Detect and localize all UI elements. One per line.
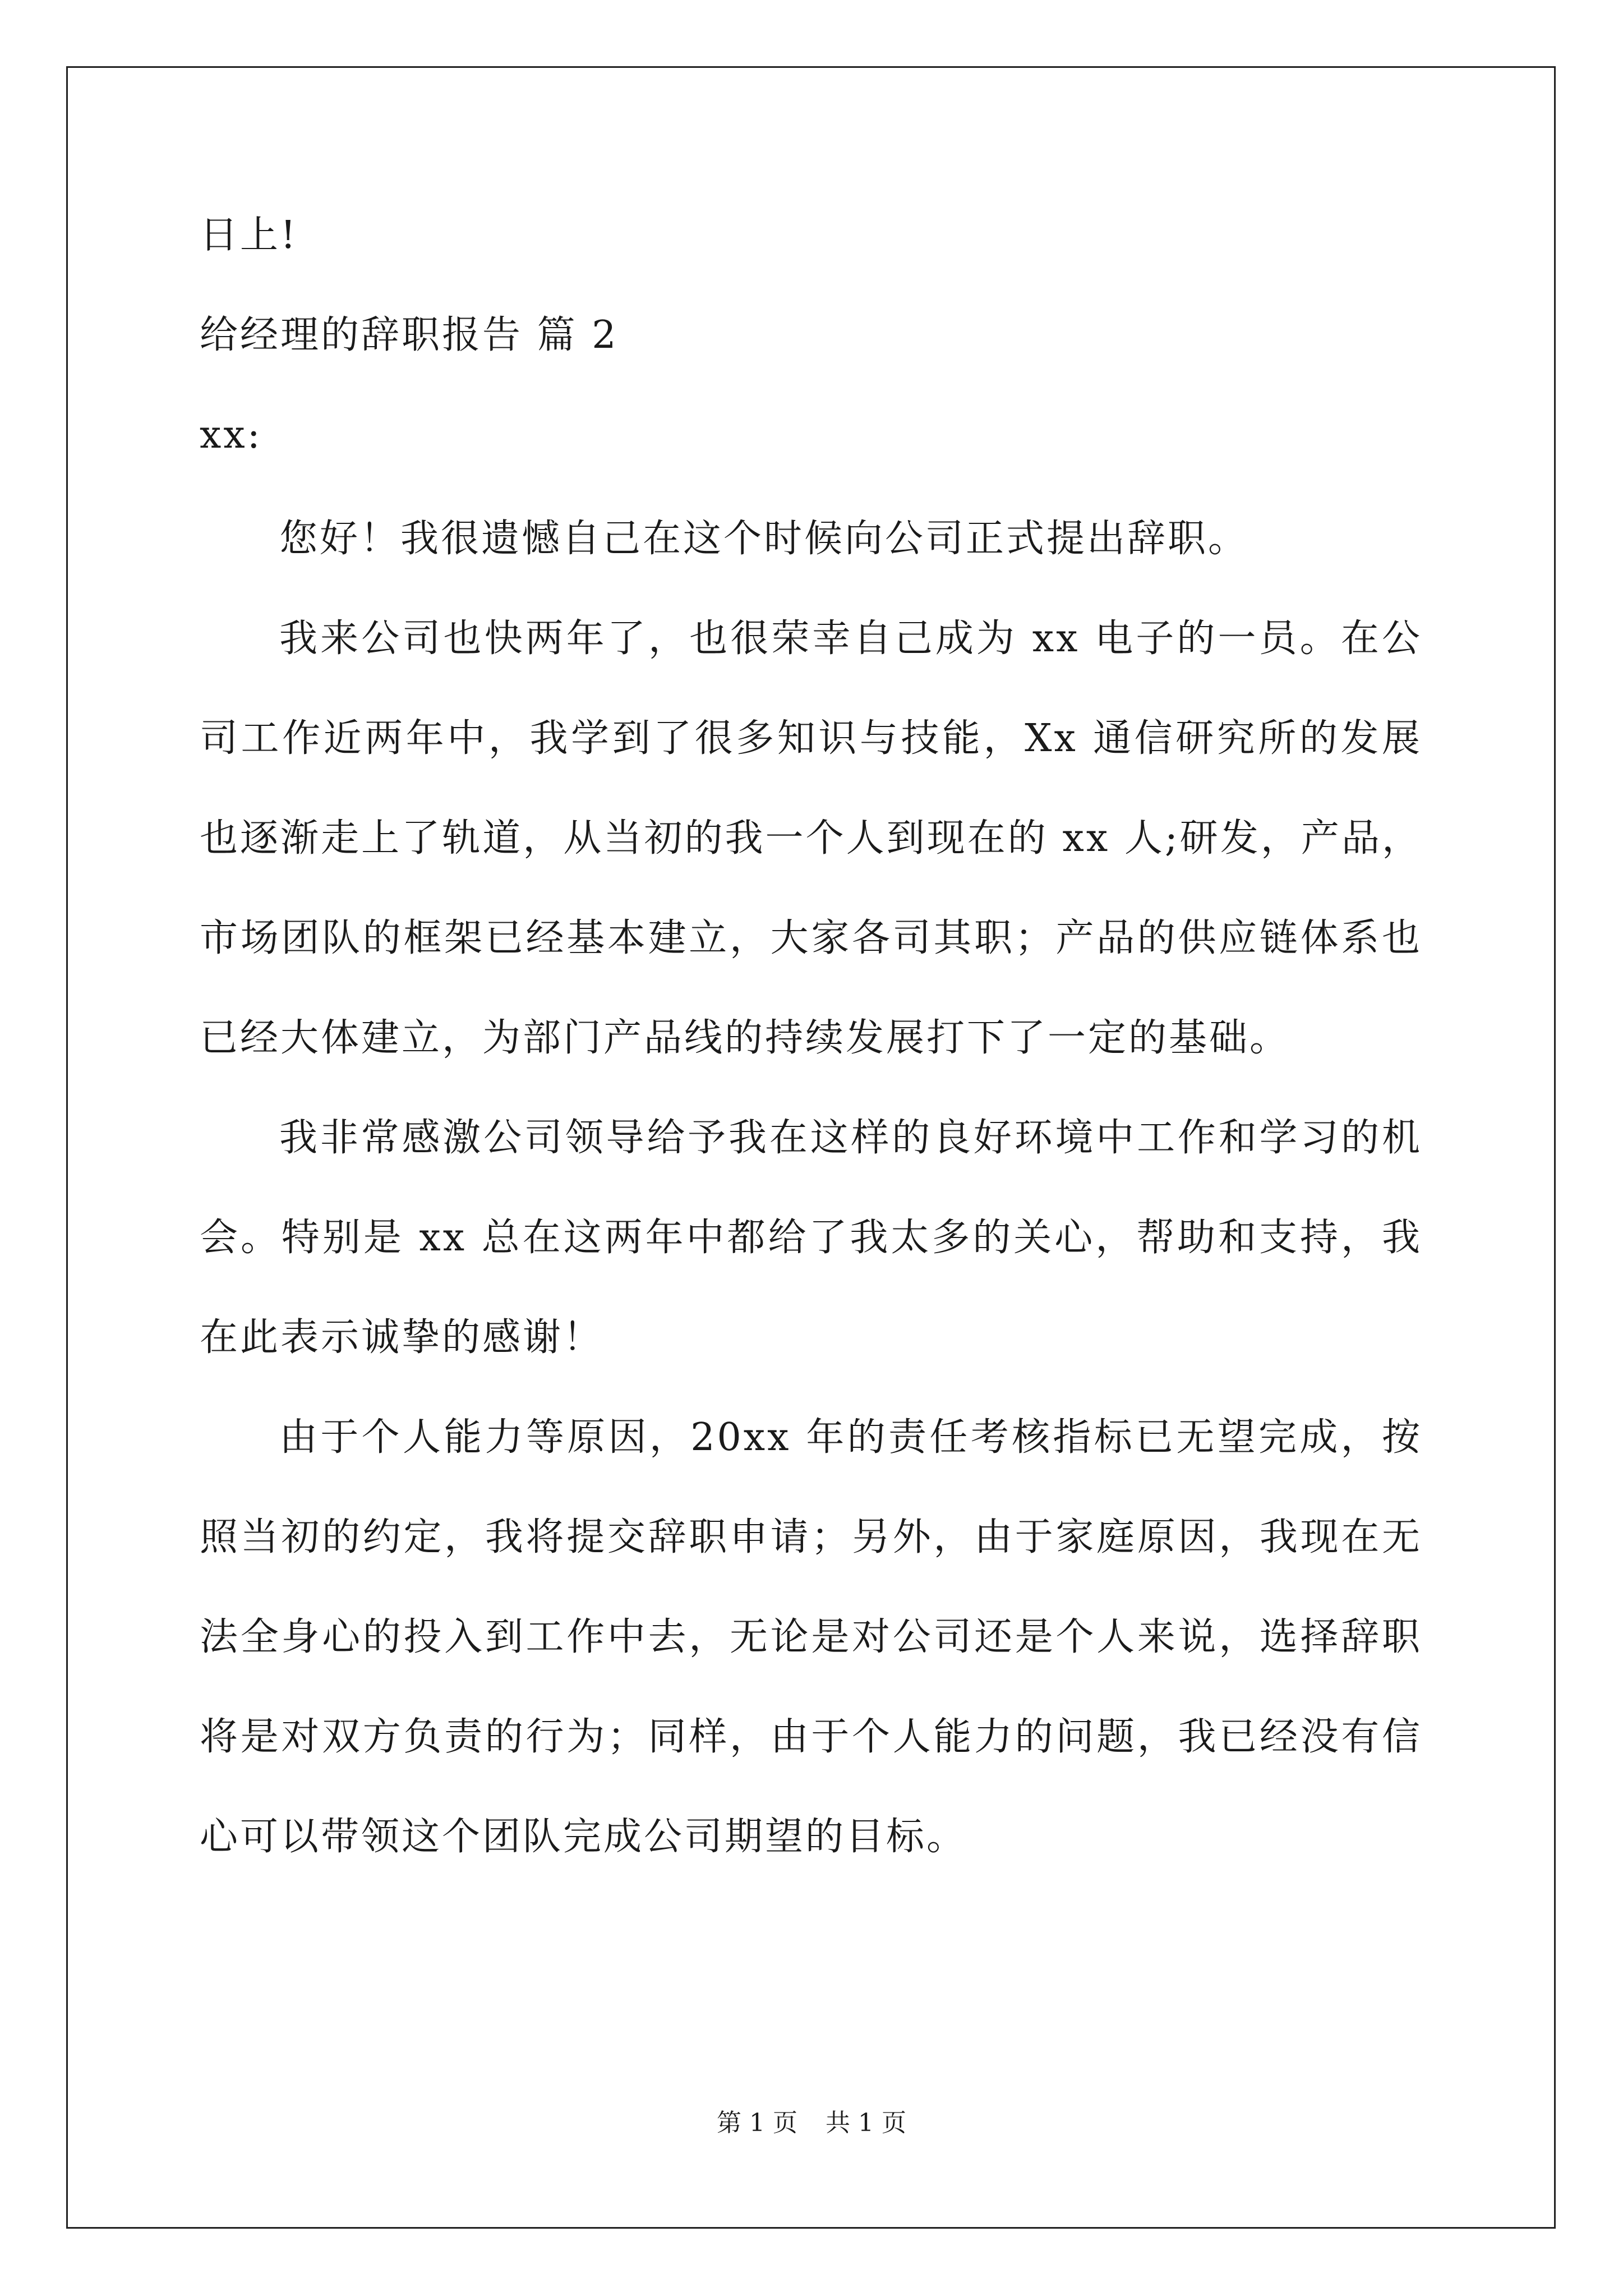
document-heading: 给经理的辞职报告 篇 2 [200,313,619,357]
page-footer [0,2106,1623,2140]
paragraph-4: 由于个人能力等原因，20xx 年的责任考核指标已无望完成，按照当初的约定，我将提交辞职申请；另外，由于家庭原因，我现在无法全身心的投入到工作中去，无论是对公司还是个人来说，选择辞职将是对双方负责的行为；同样，由于个人能力的问题，我已经没有信心可以带领这个团队完成公司期望的目标。 [200,1415,1422,1859]
salutation: xx: [200,413,262,457]
paragraph-3: 我非常感激公司领导给予我在这样的良好环境中工作和学习的机会。特别是 xx 总在这两年中都给了我太多的关心，帮助和支持，我在此表示诚挚的感谢！ [200,1116,1422,1360]
paragraph-1: 您好！我很遗憾自己在这个时候向公司正式提出辞职。 [279,517,1249,561]
closing-fragment: 日上! [200,213,298,257]
paragraph-2: 我来公司也快两年了，也很荣幸自己成为 xx 电子的一员。在公司工作近两年中，我学到了很多知识与技能，Xx 通信研究所的发展也逐渐走上了轨道，从当初的我一个人到现在的 xx 人;研发，产品，市场团队的框架已经基本建立，大家各司其职；产品的供应链体系也已经大体建立，为部门产品线的持续发展打下了一定的基础。 [200,616,1422,1060]
page-total: 共 1 页 [826,2109,906,2137]
page-number: 第 1 页 [717,2109,797,2137]
document-body [200,168,1422,1887]
